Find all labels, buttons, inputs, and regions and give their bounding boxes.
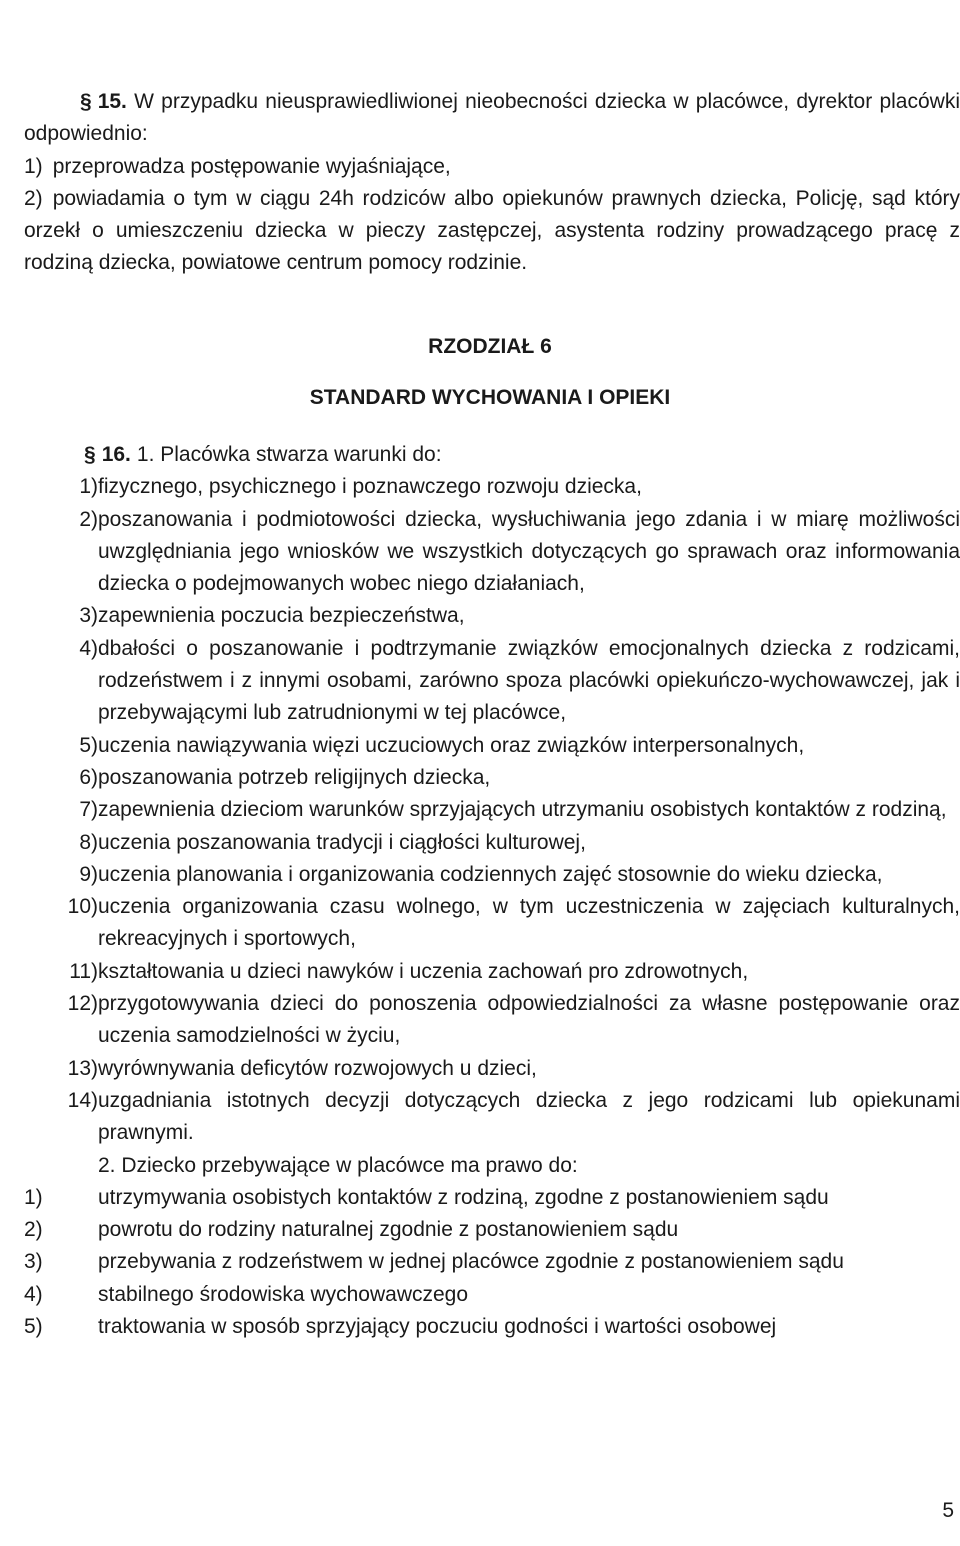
- section-mark: §: [84, 443, 96, 466]
- list-item-number: 1): [79, 475, 98, 499]
- section-16: [24, 439, 960, 1343]
- list-item-number: 8): [79, 830, 98, 854]
- list-item-number: 4): [24, 1282, 43, 1306]
- list-item-text: wyrównywania deficytów rozwojowych u dzieci,: [98, 1056, 537, 1080]
- list-item-number: 1): [24, 1185, 43, 1209]
- list-item-number: 3): [24, 1250, 43, 1274]
- list-item-text: uczenia poszanowania tradycji i ciągłości kulturowej,: [98, 830, 586, 854]
- list-item-text: uczenia organizowania czasu wolnego, w tym uczestniczenia w zajęciach kulturalnych, rekreacyjnych i sportowych,: [98, 895, 960, 951]
- list-item-text: kształtowania u dzieci nawyków i uczenia zachowań pro zdrowotnych,: [98, 959, 749, 983]
- list-item: [24, 762, 960, 794]
- list-item-number: 13): [67, 1056, 98, 1080]
- conditions-list: [24, 471, 960, 1149]
- list-item-text: zapewnienia poczucia bezpieczeństwa,: [98, 604, 465, 628]
- list-item-number: 9): [79, 862, 98, 886]
- chapter-subtitle: STANDARD WYCHOWANIA I OPIEKI: [309, 386, 671, 409]
- list-item-text: uczenia nawiązywania więzi uczuciowych oraz związków interpersonalnych,: [98, 733, 805, 757]
- section-16-intro: [24, 439, 960, 471]
- list-item-number: 7): [79, 798, 98, 822]
- list-item: [24, 827, 960, 859]
- list-item-number: 12): [67, 992, 98, 1016]
- list-item-text: zapewnienia dzieciom warunków sprzyjających utrzymaniu osobistych kontaktów z rodziną,: [98, 798, 947, 822]
- list-item-number: 5): [79, 733, 98, 757]
- list-item: [24, 633, 960, 730]
- list-item-number: 2): [24, 1218, 43, 1242]
- list-item-text: przebywania z rodzeństwem w jednej placówce zgodnie z postanowieniem sądu: [98, 1250, 844, 1274]
- list-item-number: 10): [67, 895, 98, 919]
- list-item-number: 5): [24, 1315, 43, 1339]
- list-item-text: poszanowania potrzeb religijnych dziecka,: [98, 765, 491, 789]
- list-item: [24, 988, 960, 1053]
- list-item-number: 11): [69, 959, 98, 983]
- rights-list: [24, 1182, 960, 1343]
- list-item-text: utrzymywania osobistych kontaktów z rodziną, zgodne z postanowieniem sądu: [98, 1185, 829, 1209]
- list-item-number: 2): [79, 507, 98, 531]
- section-mark: §: [80, 90, 92, 113]
- list-item: [24, 859, 960, 891]
- list-item: [24, 891, 960, 956]
- paragraph-1-intro: 1. Placówka stwarza warunki do:: [136, 443, 442, 466]
- list-item: [24, 1182, 960, 1214]
- paragraph-2-intro: 2. Dziecko przebywające w placówce ma prawo do:: [98, 1153, 578, 1177]
- list-item-number: 6): [79, 765, 98, 789]
- list-item-number: 14): [67, 1088, 98, 1112]
- section-15-intro-text: W przypadku nieusprawiedliwionej nieobecności dziecka w placówce, dyrektor placówki odpowiednio:: [24, 90, 960, 146]
- list-item: [24, 1214, 960, 1246]
- list-item-text: powrotu do rodziny naturalnej zgodnie z postanowieniem sądu: [98, 1218, 679, 1242]
- list-item-text: stabilnego środowiska wychowawczego: [98, 1282, 469, 1306]
- list-item-number: 1): [24, 154, 43, 178]
- section-number: 15.: [97, 90, 127, 113]
- list-item: [24, 1053, 960, 1085]
- list-item: [24, 1085, 960, 1150]
- list-item: [24, 1279, 960, 1311]
- list-item: [24, 600, 960, 632]
- list-item: [24, 730, 960, 762]
- section-15-intro: [24, 86, 960, 151]
- list-item-text: uczenia planowania i organizowania codziennych zajęć stosownie do wieku dziecka,: [98, 862, 883, 886]
- list-item-text: przeprowadza postępowanie wyjaśniające,: [52, 154, 451, 178]
- section-15: [24, 86, 960, 280]
- list-item-text: traktowania w sposób sprzyjający poczuciu godności i wartości osobowej: [98, 1315, 777, 1339]
- list-item-number: 3): [79, 604, 98, 628]
- list-item-text: dbałości o poszanowanie i podtrzymanie związków emocjonalnych dziecka z rodzicami, rodzeństwem i z innymi osobami, zarówno spoza placówki opiekuńczo-wychowawczej, jak i przebywającymi lub zatrudnionymi w tej placówce,: [98, 636, 960, 725]
- list-item: [24, 504, 960, 601]
- list-item-text: poszanowania i podmiotowości dziecka, wysłuchiwania jego zdania i w miarę możliwości uwzględniania jego wniosków we wszystkich dotyczących go sprawach oraz informowania dziecka o podejmowanych wobec niego działaniach,: [98, 507, 960, 596]
- list-item: [24, 471, 960, 503]
- list-item-text: fizycznego, psychicznego i poznawczego rozwoju dziecka,: [98, 475, 642, 499]
- list-item: [24, 151, 960, 183]
- list-item-text: powiadamia o tym w ciągu 24h rodziców albo opiekunów prawnych dziecka, Policję, sąd który orzekł o umieszczeniu dziecka w pieczy zastępczej, asystenta rodziny prowadzącego pracę z rodziną dziecka, powiatowe centrum pomocy rodzinie.: [24, 186, 960, 275]
- list-item: [24, 1246, 960, 1278]
- section-number: 16.: [101, 443, 131, 466]
- page-number: 5: [942, 1499, 954, 1522]
- list-item-text: przygotowywania dzieci do ponoszenia odpowiedzialności za własne postępowanie oraz uczenia samodzielności w życiu,: [98, 992, 960, 1048]
- list-item-number: 2): [24, 186, 43, 210]
- list-item-number: 4): [79, 636, 98, 660]
- list-item: [24, 183, 960, 280]
- list-item: [24, 794, 960, 826]
- list-item: [24, 956, 960, 988]
- list-item: [24, 1311, 960, 1343]
- list-item-text: uzgadniania istotnych decyzji dotyczących dziecka z jego rodzicami lub opiekunami prawnymi.: [98, 1088, 960, 1145]
- chapter-title: RZODZIAŁ 6: [428, 335, 552, 358]
